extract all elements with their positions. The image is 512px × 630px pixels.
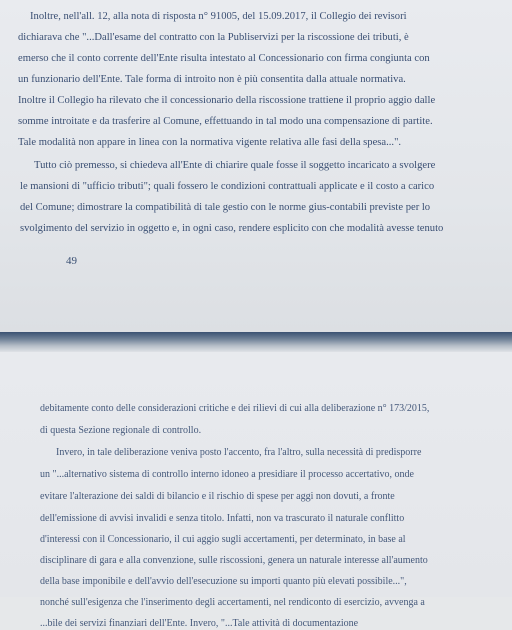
text-line: della base imponibile e dell'avvio dell'esecuzione su importi quanto più elevati possibile...",: [40, 576, 407, 587]
text-line: dichiarava che "...Dall'esame del contratto con la Publiservizi per la riscossione dei tributi, è: [18, 32, 409, 43]
text-line: disciplinare di gara e alla convenzione, sulle riscossioni, genera un naturale interesse all'aumento: [40, 555, 428, 566]
text-line: d'interessi con il Concessionario, il cui aggio sugli accertamenti, per determinato, in base al: [40, 534, 406, 545]
text-line: dell'emissione di avvisi invalidi e senza titolo. Infatti, non va trascurato il naturale conflitto: [40, 513, 405, 524]
page-edge-separator: [0, 332, 512, 352]
text-line: emerso che il conto corrente dell'Ente risulta intestato al Concessionario con firma congiunta con: [18, 53, 430, 64]
text-line: le mansioni di "ufficio tributi"; quali fossero le condizioni contrattuali applicate e il costo a carico: [20, 181, 435, 192]
text-line: un "...alternativo sistema di controllo interno idoneo a presidiare il processo accertativo, onde: [40, 469, 414, 480]
text-line: Inoltre, nell'all. 12, alla nota di risposta n° 91005, del 15.09.2017, il Collegio dei revisori: [30, 11, 407, 22]
text-line: Tutto ciò premesso, si chiedeva all'Ente di chiarire quale fosse il soggetto incaricato a svolgere: [34, 160, 436, 171]
text-line: somme introitate e da trasferire al Comune, effettuando in tal modo una compensazione di partite.: [18, 116, 433, 127]
text-line: del Comune; dimostrare la compatibilità di tale gestio con le norme gius-contabili previste per lo: [20, 202, 431, 213]
text-line: debitamente conto delle considerazioni critiche e dei rilievi di cui alla deliberazione n° 173/2015,: [40, 403, 430, 414]
text-line: evitare l'alterazione dei saldi di bilancio e il rischio di spese per aggi non dovuti, a fronte: [40, 491, 395, 502]
document-page-bottom: [0, 352, 512, 629]
page-number: 49: [66, 255, 77, 267]
text-line: nonché sull'esigenza che l'inserimento degli accertamenti, nel rendiconto di esercizio, avvenga a: [40, 597, 425, 608]
text-line: un funzionario dell'Ente. Tale forma di introito non è più consentita dalla attuale normativa.: [18, 74, 406, 85]
text-line: Tale modalità non appare in linea con la normativa vigente relativa alle fasi della spesa...".: [18, 137, 402, 148]
text-line: Inoltre il Collegio ha rilevato che il concessionario della riscossione trattiene il proprio aggio dalle: [18, 95, 436, 106]
text-line: ...bile dei servizi finanziari dell'Ente. Invero, "...Tale attività di documentazione: [40, 618, 359, 629]
text-line: Invero, in tale deliberazione veniva posto l'accento, fra l'altro, sulla necessità di predisporre: [56, 447, 422, 458]
text-line: svolgimento del servizio in oggetto e, in ogni caso, rendere esplicito con che modalità avesse tenuto: [20, 223, 444, 234]
text-line: di questa Sezione regionale di controllo.: [40, 425, 202, 436]
